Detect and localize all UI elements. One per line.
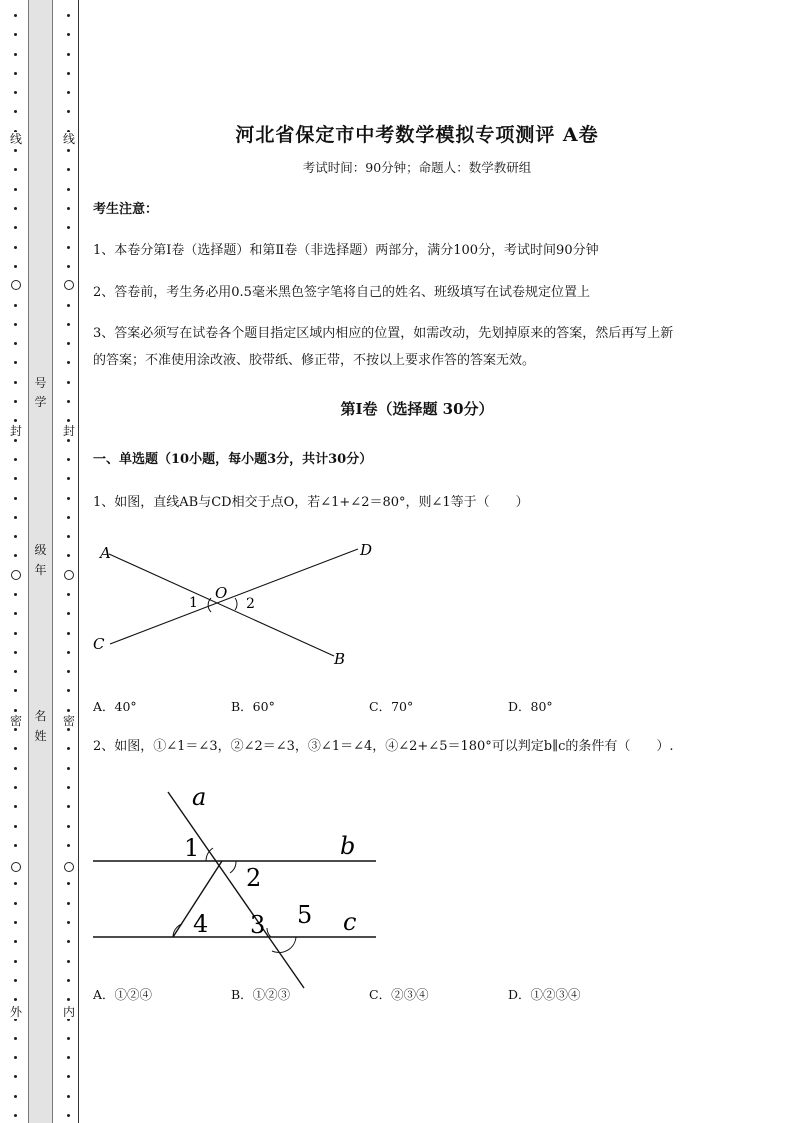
- question-2-option-c[interactable]: C．②③④: [369, 987, 429, 1002]
- margin-dot: [14, 921, 17, 924]
- margin-dot: [67, 516, 70, 519]
- margin-dot: [14, 361, 17, 364]
- student-info-strip: [28, 0, 53, 1123]
- margin-dot: [67, 361, 70, 364]
- question-1-option-d[interactable]: D．80°: [508, 699, 553, 714]
- margin-dot: [14, 110, 17, 113]
- margin-dot: [14, 33, 17, 36]
- margin-dot: [67, 72, 70, 75]
- margin-dot: [14, 1095, 17, 1098]
- right-margin-char-nei: 内: [62, 1005, 75, 1019]
- right-margin-circle: [64, 570, 74, 580]
- margin-dot: [14, 632, 17, 635]
- left-margin-char-mi: 密: [9, 714, 22, 728]
- right-dot-column: [62, 0, 76, 1123]
- margin-dot: [67, 323, 70, 326]
- margin-dot: [14, 72, 17, 75]
- margin-dot: [67, 612, 70, 615]
- margin-dot: [67, 149, 70, 152]
- label-angle-5: 5: [297, 901, 313, 929]
- label-d: D: [360, 541, 373, 559]
- margin-dot: [67, 458, 70, 461]
- margin-dot: [14, 516, 17, 519]
- notice-heading: 考生注意：: [93, 202, 159, 217]
- margin-dot: [14, 188, 17, 191]
- margin-dot: [14, 651, 17, 654]
- label-angle-2: 2: [246, 596, 255, 612]
- part-title: 一、单选题（10小题，每小题3分，共计30分）: [93, 452, 373, 467]
- margin-dot: [67, 400, 70, 403]
- margin-dot: [67, 91, 70, 94]
- right-margin-char-feng: 封: [62, 424, 75, 438]
- margin-dot: [14, 960, 17, 963]
- margin-dot: [67, 304, 70, 307]
- margin-dot: [14, 1075, 17, 1078]
- margin-dot: [67, 593, 70, 596]
- angle-2-arc: [235, 598, 237, 610]
- margin-dot: [14, 767, 17, 770]
- margin-dot: [67, 632, 70, 635]
- margin-dot: [14, 593, 17, 596]
- angle-5-arc: [272, 937, 296, 953]
- margin-dot: [14, 1114, 17, 1117]
- margin-dot: [67, 1075, 70, 1078]
- field-label-hao: 号: [34, 376, 47, 390]
- margin-dot: [14, 226, 17, 229]
- margin-dot: [67, 921, 70, 924]
- margin-dot: [67, 188, 70, 191]
- margin-dot: [14, 902, 17, 905]
- right-dotted-margin: [62, 0, 76, 1123]
- line-a: [168, 792, 304, 988]
- notice-item-3-line-1: 3、答案必须写在试卷各个题目指定区域内相应的位置，如需改动，先划掉原来的答案，然后再写上新: [93, 326, 674, 341]
- margin-dot: [14, 535, 17, 538]
- question-2-option-d[interactable]: D．①②③④: [508, 987, 581, 1002]
- margin-dot: [67, 497, 70, 500]
- question-1-stem: 1、如图，直线AB与CD相交于点O，若∠1+∠2＝80°，则∠1等于（ ）: [93, 495, 529, 510]
- line-cd: [110, 549, 358, 644]
- field-label-nian: 年: [34, 563, 47, 577]
- label-a: A: [100, 544, 111, 562]
- left-margin-circle: [11, 570, 21, 580]
- left-margin-char-feng: 封: [9, 424, 22, 438]
- field-label-ji: 级: [34, 543, 47, 557]
- margin-dot: [67, 419, 70, 422]
- left-margin-circle: [11, 862, 21, 872]
- question-2-options: [93, 985, 693, 1005]
- question-1-option-a[interactable]: A．40°: [93, 699, 137, 714]
- margin-dot: [14, 998, 17, 1001]
- margin-dot: [67, 882, 70, 885]
- margin-dot: [14, 168, 17, 171]
- margin-dot: [14, 747, 17, 750]
- left-dotted-margin: [9, 0, 23, 1123]
- angle-2-arc: [230, 861, 236, 873]
- label-angle-1: 1: [189, 595, 198, 611]
- margin-dot: [14, 728, 17, 731]
- margin-dot: [67, 168, 70, 171]
- label-angle-4: 4: [193, 910, 209, 938]
- margin-dot: [14, 670, 17, 673]
- margin-dot: [67, 33, 70, 36]
- label-angle-1: 1: [184, 834, 200, 862]
- margin-divider-line: [78, 0, 79, 1123]
- margin-dot: [67, 805, 70, 808]
- margin-dot: [14, 342, 17, 345]
- margin-dot: [14, 14, 17, 17]
- label-b: b: [340, 832, 356, 860]
- question-1-figure: [86, 536, 386, 670]
- margin-dot: [67, 53, 70, 56]
- label-a: a: [192, 783, 207, 811]
- label-angle-2: 2: [246, 864, 262, 892]
- margin-dot: [14, 53, 17, 56]
- question-2-option-a[interactable]: A．①②④: [93, 987, 153, 1002]
- margin-dot: [14, 149, 17, 152]
- margin-dot: [67, 767, 70, 770]
- margin-dot: [67, 998, 70, 1001]
- margin-dot: [14, 1037, 17, 1040]
- margin-dot: [67, 14, 70, 17]
- margin-dot: [14, 825, 17, 828]
- field-label-ming: 名: [34, 709, 47, 723]
- margin-dot: [67, 670, 70, 673]
- margin-dot: [67, 439, 70, 442]
- right-margin-char-mi: 密: [62, 714, 75, 728]
- margin-dot: [67, 1056, 70, 1059]
- margin-dot: [14, 979, 17, 982]
- margin-dot: [14, 246, 17, 249]
- margin-dot: [14, 304, 17, 307]
- margin-dot: [67, 554, 70, 557]
- margin-dot: [14, 882, 17, 885]
- margin-dot: [67, 535, 70, 538]
- margin-dot: [67, 207, 70, 210]
- margin-dot: [14, 207, 17, 210]
- right-margin-circle: [64, 280, 74, 290]
- label-c: C: [93, 635, 105, 653]
- margin-dot: [67, 265, 70, 268]
- question-1-option-b[interactable]: B．60°: [231, 699, 275, 714]
- margin-dot: [67, 381, 70, 384]
- margin-dot: [14, 612, 17, 615]
- margin-dot: [14, 689, 17, 692]
- section-title: 第I卷（选择题 30分）: [340, 400, 494, 418]
- question-1-options: [93, 697, 693, 717]
- margin-dot: [67, 110, 70, 113]
- question-2-figure: [86, 780, 386, 992]
- margin-dot: [67, 728, 70, 731]
- question-2-stem: 2、如图，①∠1＝∠3，②∠2＝∠3，③∠1＝∠4，④∠2+∠5＝180°可以判定b∥c的条件有（ ）.: [93, 739, 674, 754]
- line-ab: [109, 554, 334, 656]
- exam-title: 河北省保定市中考数学模拟专项测评 A卷: [235, 124, 599, 146]
- margin-dot: [14, 786, 17, 789]
- question-1-option-c[interactable]: C．70°: [369, 699, 414, 714]
- margin-dot: [67, 477, 70, 480]
- margin-dot: [14, 940, 17, 943]
- right-margin-char-xian: 线: [62, 132, 75, 146]
- margin-dot: [67, 747, 70, 750]
- notice-item-3-line-2: 的答案；不准使用涂改液、胶带纸、修正带，不按以上要求作答的答案无效。: [93, 353, 536, 368]
- margin-dot: [14, 91, 17, 94]
- margin-dot: [67, 1037, 70, 1040]
- label-b: B: [334, 650, 346, 668]
- margin-dot: [67, 689, 70, 692]
- margin-dot: [14, 381, 17, 384]
- margin-dot: [67, 651, 70, 654]
- margin-dot: [14, 477, 17, 480]
- margin-dot: [67, 825, 70, 828]
- margin-dot: [67, 940, 70, 943]
- margin-dot: [67, 902, 70, 905]
- margin-dot: [67, 1095, 70, 1098]
- margin-dot: [67, 960, 70, 963]
- left-margin-char-xian: 线: [9, 132, 22, 146]
- margin-dot: [67, 844, 70, 847]
- margin-dot: [67, 342, 70, 345]
- label-o: O: [215, 584, 228, 602]
- label-angle-3: 3: [250, 911, 266, 939]
- exam-subtitle: 考试时间：90分钟；命题人：数学教研组: [302, 160, 532, 175]
- label-c: c: [343, 908, 357, 936]
- margin-dot: [67, 226, 70, 229]
- margin-dot: [14, 805, 17, 808]
- margin-dot: [14, 458, 17, 461]
- margin-dot: [67, 709, 70, 712]
- margin-dot: [14, 709, 17, 712]
- margin-dot: [14, 1056, 17, 1059]
- margin-dot: [14, 323, 17, 326]
- margin-dot: [14, 554, 17, 557]
- margin-dot: [14, 497, 17, 500]
- margin-dot: [67, 979, 70, 982]
- margin-dot: [67, 246, 70, 249]
- margin-dot: [67, 786, 70, 789]
- field-label-xue: 学: [34, 395, 47, 409]
- margin-dot: [14, 439, 17, 442]
- margin-dot: [14, 265, 17, 268]
- notice-item-2: 2、答卷前，考生务必用0.5毫米黑色签字笔将自己的姓名、班级填写在试卷规定位置上: [93, 285, 590, 300]
- margin-dot: [14, 419, 17, 422]
- margin-dot: [14, 400, 17, 403]
- margin-dot: [67, 1114, 70, 1117]
- left-margin-char-wai: 外: [9, 1005, 22, 1019]
- field-label-xing: 姓: [34, 729, 47, 743]
- right-margin-circle: [64, 862, 74, 872]
- margin-dot: [14, 844, 17, 847]
- left-margin-circle: [11, 280, 21, 290]
- question-2-option-b[interactable]: B．①②③: [231, 987, 291, 1002]
- left-dot-column: [9, 0, 23, 1123]
- notice-item-1: 1、本卷分第I卷（选择题）和第Ⅱ卷（非选择题）两部分，满分100分，考试时间90分钟: [93, 243, 599, 258]
